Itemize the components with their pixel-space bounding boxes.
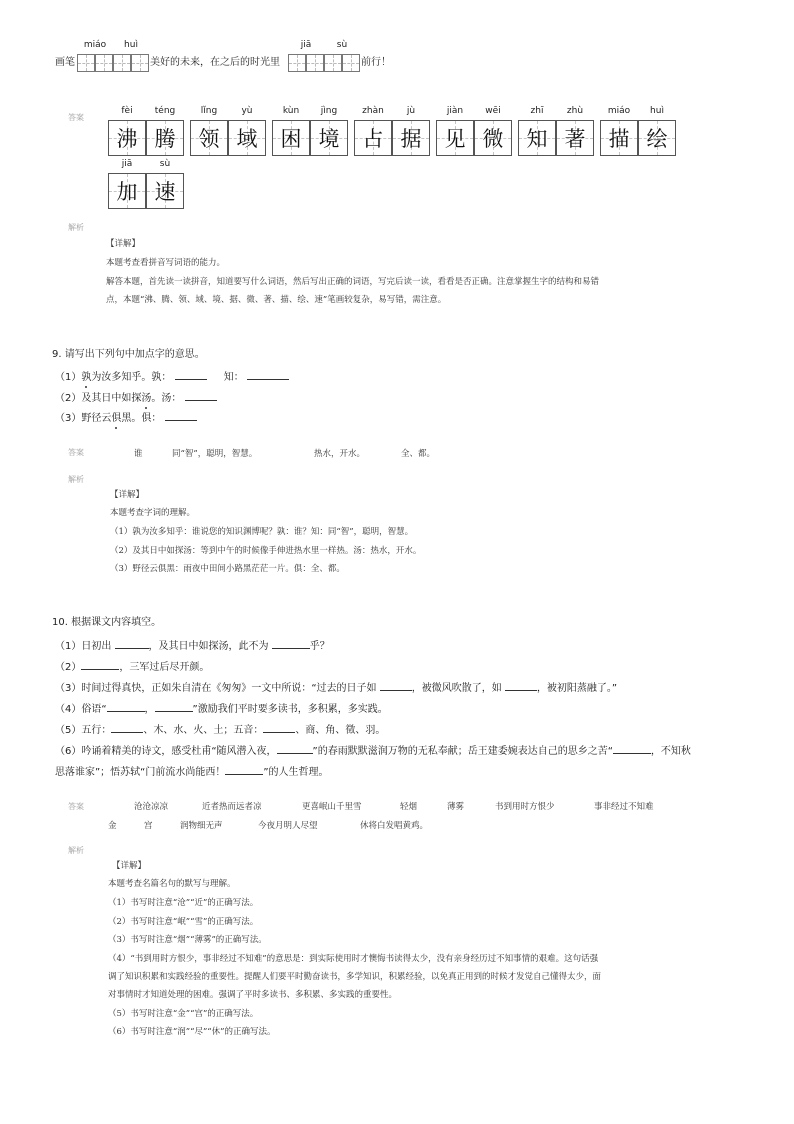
explanation-line: 解答本题，首先读一读拼音，知道要写什么词语，然后写出正确的词语，写完后读一读，看看是否正确。注意掌握生字的结构和易错 [106,277,600,287]
answer-blank[interactable] [263,722,295,733]
pinyin-label: huì [124,40,138,50]
answer-text: 谁 [134,449,143,459]
question-8-text-end: 前行！ [361,57,391,68]
answer-character-cell [272,120,310,156]
explanation-heading: 【详解】 [112,861,147,871]
question-8-text-start: 画笔 [55,57,75,68]
answer-character: 沸 [116,127,138,151]
pinyin-label: jiā [300,40,312,50]
answer-blank[interactable] [225,764,263,775]
answer-text: 同“智”，聪明，智慧。 [172,449,258,459]
question-10-title: 10. 根据课文内容填空。 [52,617,162,628]
answer-character-cell [146,120,184,156]
pinyin-label: miáo [607,106,631,116]
answer-blank[interactable] [107,701,145,712]
answer-text: 润物细无声 [180,821,223,831]
pinyin-label: jù [406,106,416,116]
explanation-line: （3）野径云俱黑：雨夜中田间小路黑茫茫一片。俱：全、都。 [110,564,345,574]
pinyin-label: wēi [485,106,501,116]
answer-text: 薄雾 [447,802,465,812]
explanation-line: 调了知识积累和实践经验的重要性。提醒人们要平时勤奋读书，多学知识，积累经验，以免真正用到的时候才发觉自己懂得太少，面 [108,972,602,982]
analysis-label: 解析 [68,475,84,484]
answer-character-cell [108,173,146,209]
question-10-item-3: （3）时间过得真快，正如朱自清在《匆匆》一文中所说：“过去的日子如 ，被微风吹散了，如 ，被初阳蒸融了。” [55,680,617,696]
answer-text: 热水，开水。 [314,449,366,459]
answer-blank[interactable] [272,638,310,649]
explanation-line: 本题考查字词的理解。 [110,508,196,518]
answer-character: 见 [444,127,466,151]
answer-character: 据 [400,127,422,151]
writing-box [113,54,131,72]
question-10-item-4: （4）俗语“ ， ”激励我们平时要多读书，多积累，多实践。 [55,701,388,717]
answer-character-cell [310,120,348,156]
answer-blank[interactable] [380,680,412,691]
answer-character: 知 [526,127,548,151]
explanation-line: （6）书写时注意“润”“尽”“休”的正确写法。 [108,1027,276,1037]
answer-character: 描 [608,127,630,151]
answer-character: 困 [280,127,302,151]
answer-text: 金 [108,821,117,831]
explanation-line: （4）“书到用时方恨少，事非经过不知难”的意思是：到实际使用时才懊悔书读得太少，没有亲身经历过不知事情的艰难。这句话强 [108,954,599,964]
pinyin-label: fèi [121,106,133,116]
answer-character-cell [436,120,474,156]
pinyin-label: huì [650,106,664,116]
writing-box [306,54,324,72]
explanation-heading: 【详解】 [106,239,141,249]
writing-box [131,54,149,72]
pinyin-label: lǐng [200,106,218,116]
answer-text: 轻烟 [400,802,418,812]
analysis-label: 解析 [68,223,84,232]
writing-box [324,54,342,72]
answer-text: 沧沧凉凉 [134,802,169,812]
question-10-item-6: （6）吟诵着精美的诗文，感受杜甫“随风潜入夜， ”的春雨默默滋润万物的无私奉献；岳王建委婉表达自己的思乡之苦“ ，不知秋 [55,743,691,759]
answer-character: 领 [198,127,220,151]
explanation-line: 本题考查看拼音写词语的能力。 [106,258,226,268]
question-9-item-3: （3）野径云俱黑。俱： [55,410,197,426]
pinyin-label: téng [154,106,176,116]
question-9-item-2: （2）及其日中如探汤。汤： [55,390,217,406]
answer-text: 今夜月明人尽望 [258,821,318,831]
answer-character: 域 [236,127,258,151]
answer-character: 占 [362,127,384,151]
pinyin-label: yù [241,106,253,116]
answer-blank[interactable] [505,680,537,691]
question-10-item-5: （5）五行： 、木、水、火、土；五音： 、商、角、徵、羽。 [55,722,385,738]
answer-text: 近者热而远者凉 [202,802,262,812]
answer-character-cell [638,120,676,156]
question-9-title: 9. 请写出下列句中加点字的意思。 [52,349,205,360]
answer-text: 事非经过不知难 [594,802,654,812]
answer-blank[interactable] [155,701,193,712]
answer-character-cell [518,120,556,156]
question-10-item-2: （2） ，三军过后尽开颜。 [55,659,209,675]
pinyin-label: miáo [83,40,107,50]
pinyin-label: zhù [566,106,584,116]
answer-character-cell [228,120,266,156]
answer-character-cell [474,120,512,156]
answer-character-cell [600,120,638,156]
answer-character: 微 [482,127,504,151]
answer-character: 加 [116,180,138,204]
explanation-line: （1）书写时注意“沧”“近”的正确写法。 [108,898,259,908]
pinyin-label: zhī [530,106,544,116]
explanation-line: （5）书写时注意“金”“宫”的正确写法。 [108,1009,259,1019]
answer-text: 书到用时方恨少 [495,802,555,812]
answer-blank[interactable] [277,743,313,754]
answer-blank[interactable] [247,369,289,380]
question-9-item-1: （1）孰为汝多知乎。孰： 知： [55,369,289,385]
explanation-line: （2）书写时注意“岷”“雪”的正确写法。 [108,917,259,927]
answer-character: 绘 [646,127,668,151]
question-10-item-6-cont: 思落谁家”；悟苏轼“门前流水尚能西！ ”的人生哲理。 [55,764,329,780]
answer-label: 答案 [68,113,84,122]
answer-label: 答案 [68,448,84,457]
explanation-heading: 【详解】 [110,490,145,500]
question-8-text-mid: 美好的未来，在之后的时光里 [150,57,280,68]
answer-character: 境 [318,127,340,151]
pinyin-label: sù [159,159,171,169]
answer-character-cell [392,120,430,156]
explanation-line: 点，本题“沸、腾、领、域、境、据、微、著、描、绘、速”笔画较复杂，易写错，需注意。 [106,295,447,305]
writing-box [95,54,113,72]
answer-character-cell [108,120,146,156]
answer-character-cell [354,120,392,156]
answer-character-cell [556,120,594,156]
answer-blank[interactable] [175,369,207,380]
explanation-line: （3）书写时注意“烟”“薄雾”的正确写法。 [108,935,267,945]
pinyin-label: kùn [282,106,300,116]
pinyin-label: jiàn [446,106,464,116]
pinyin-label: zhàn [362,106,384,116]
explanation-line: （2）及其日中如探汤：等到中午的时候像手伸进热水里一样热。汤：热水，开水。 [110,546,422,556]
explanation-line: 本题考查名篇名句的默写与理解。 [108,879,236,889]
answer-blank[interactable] [613,743,651,754]
answer-blank[interactable] [185,390,217,401]
question-10-item-1: （1）日初出 ，及其日中如探汤，此不为 乎？ [55,638,330,654]
answer-blank[interactable] [111,722,143,733]
answer-blank[interactable] [115,638,149,649]
explanation-line: （1）孰为汝多知乎：谁说您的知识渊博呢？孰：谁？知：同“智”，聪明，智慧。 [110,527,414,537]
answer-text: 休将白发唱黄鸡。 [360,821,429,831]
pinyin-label: jiā [121,159,133,169]
answer-character: 速 [154,180,176,204]
answer-character: 著 [564,127,586,151]
pinyin-label: sù [336,40,348,50]
explanation-line: 对事情时才知道处理的困难。强调了平时多读书、多积累、多实践的重要性。 [108,990,398,1000]
answer-blank[interactable] [81,659,119,670]
analysis-label: 解析 [68,846,84,855]
answer-character-cell [190,120,228,156]
answer-text: 宫 [144,821,153,831]
answer-blank[interactable] [165,410,197,421]
writing-box [288,54,306,72]
answer-character: 腾 [154,127,176,151]
answer-character-cell [146,173,184,209]
answer-label: 答案 [68,802,84,811]
pinyin-label: jìng [320,106,338,116]
answer-text: 全、都。 [401,449,436,459]
writing-box [342,54,360,72]
writing-box [77,54,95,72]
answer-text: 更喜岷山千里雪 [302,802,362,812]
